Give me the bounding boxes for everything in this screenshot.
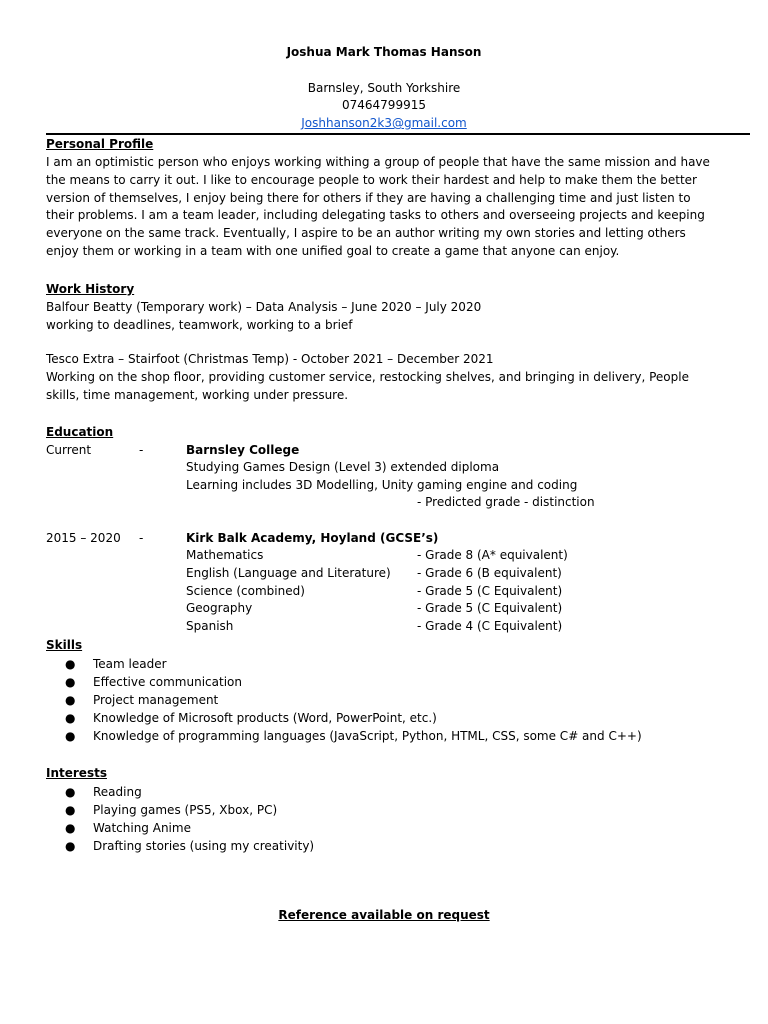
bullet-icon: ● <box>65 839 76 853</box>
bullet-icon: ● <box>65 729 76 743</box>
skill-item: Knowledge of programming languages (JavaScript, Python, HTML, CSS, some C# and C++) <box>93 729 642 743</box>
work-heading: Work History <box>46 282 135 296</box>
interest-item: Reading <box>93 785 142 799</box>
skill-item: Effective communication <box>93 675 242 689</box>
skill-item: Project management <box>93 693 219 707</box>
header-divider <box>46 133 750 135</box>
education-dash: - <box>139 443 144 457</box>
bullet-icon: ● <box>65 821 76 835</box>
job-title: Balfour Beatty (Temporary work) – Data Analysis – June 2020 – July 2020 <box>46 300 482 314</box>
education-detail: Studying Games Design (Level 3) extended diploma <box>186 460 500 474</box>
education-predicted-grade: - Predicted grade - distinction <box>417 495 595 509</box>
reference-note: Reference available on request <box>278 908 490 922</box>
candidate-location: Barnsley, South Yorkshire <box>307 81 461 95</box>
education-school: Kirk Balk Academy, Hoyland (GCSE’s) <box>186 531 439 545</box>
email-line <box>0 115 768 132</box>
subject-grade: - Grade 6 (B equivalent) <box>417 566 562 580</box>
bullet-icon: ● <box>65 785 76 799</box>
subject-name: Science (combined) <box>186 584 305 598</box>
subject-name: Geography <box>186 601 253 615</box>
candidate-email-link[interactable]: Joshhanson2k3@gmail.com <box>301 116 467 130</box>
subject-name: Spanish <box>186 619 234 633</box>
job-title: Tesco Extra – Stairfoot (Christmas Temp) - October 2021 – December 2021 <box>46 352 494 366</box>
education-detail: Learning includes 3D Modelling, Unity gaming engine and coding <box>186 478 578 492</box>
skill-item: Team leader <box>93 657 167 671</box>
subject-grade: - Grade 5 (C Equivalent) <box>417 584 563 598</box>
bullet-icon: ● <box>65 675 76 689</box>
job-details: working to deadlines, teamwork, working to a brief <box>46 318 353 332</box>
candidate-name: Joshua Mark Thomas Hanson <box>286 45 482 59</box>
job-details: Working on the shop floor, providing customer service, restocking shelves, and bringing in delivery, People skills, time management, working under pressure. <box>46 370 689 402</box>
bullet-icon: ● <box>65 711 76 725</box>
subject-grade: - Grade 8 (A* equivalent) <box>417 548 568 562</box>
subject-grade: - Grade 5 (C Equivalent) <box>417 601 563 615</box>
education-period: Current <box>46 443 92 457</box>
interest-item: Playing games (PS5, Xbox, PC) <box>93 803 278 817</box>
education-heading: Education <box>46 425 114 439</box>
interest-item: Watching Anime <box>93 821 191 835</box>
profile-text: I am an optimistic person who enjoys working withing a group of people that have the same mission and have the means to carry it out. I like to encourage people to work their hardest and help to make them the better version of themselves, I enjoy being there for others if they are having a challenging time and just listen to their problems. I am a team leader, including delegating tasks to others and overseeing projects and keeping everyone on the same track. Eventually, I aspire to be an author writing my own stories and letting others enjoy them or working in a team with one unified goal to create a game that anyone can enjoy. <box>46 155 710 258</box>
skills-heading: Skills <box>46 638 83 652</box>
education-period: 2015 – 2020 <box>46 531 121 545</box>
subject-name: English (Language and Literature) <box>186 566 391 580</box>
skill-item: Knowledge of Microsoft products (Word, PowerPoint, etc.) <box>93 711 437 725</box>
interest-item: Drafting stories (using my creativity) <box>93 839 315 853</box>
interests-heading: Interests <box>46 766 107 780</box>
subject-grade: - Grade 4 (C Equivalent) <box>417 619 563 633</box>
education-dash: - <box>139 531 144 545</box>
education-school: Barnsley College <box>186 443 300 457</box>
profile-heading: Personal Profile <box>46 137 154 151</box>
candidate-phone: 07464799915 <box>342 98 426 112</box>
subject-name: Mathematics <box>186 548 264 562</box>
bullet-icon: ● <box>65 693 76 707</box>
bullet-icon: ● <box>65 803 76 817</box>
bullet-icon: ● <box>65 657 76 671</box>
